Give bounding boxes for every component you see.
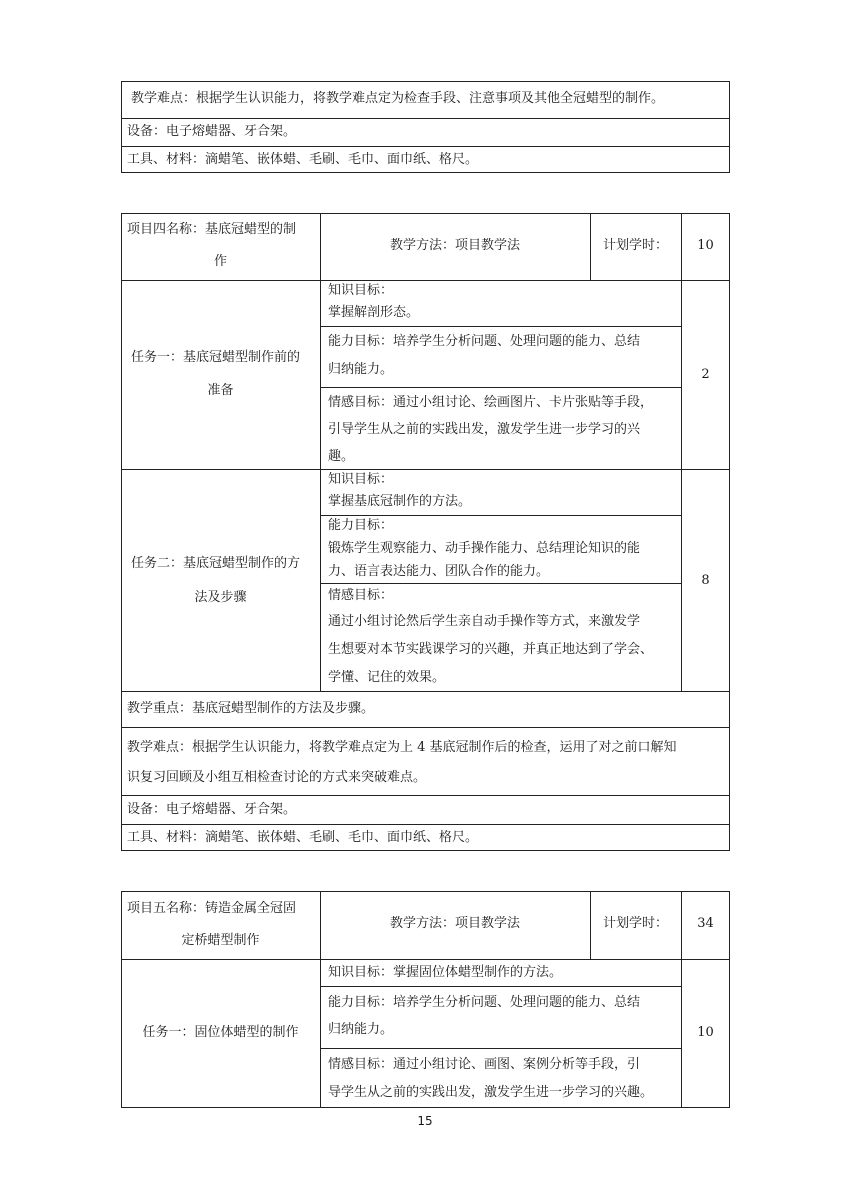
project-4-task-2-emotion-cont: 通过小组讨论然后学生亲自动手操作等方式，来激发学 (328, 614, 641, 629)
project-4-difficulty: 教学难点：根据学生认识能力，将教学难点定为上 4 基底冠制作后的检查，运用了对之前口解知 (127, 740, 677, 755)
project-4-task-1-emotion-cont: 引导学生从之前的实践出发，激发学生进一步学习的兴 (328, 422, 641, 437)
page-number: 15 (417, 1114, 433, 1128)
project-4-task-1-title-cont: 准备 (207, 383, 234, 398)
project-4-method: 教学方法：项目教学法 (389, 238, 520, 253)
project-4-task-2-knowledge: 知识目标： (328, 472, 394, 487)
project-4-difficulty-cont: 识复习回顾及小组互相检查讨论的方式来突破难点。 (127, 770, 427, 785)
project-4-task-1-knowledge: 知识目标： (328, 283, 394, 298)
project-4-task-1-ability: 能力目标：培养学生分析问题、处理问题的能力、总结 (328, 334, 641, 349)
project-5-name-cont: 定桥蜡型制作 (181, 933, 260, 948)
project-4-task-2-title-cont: 法及步骤 (194, 590, 247, 605)
project-4-task-2-ability-cont: 锻炼学生观察能力、动手操作能力、总结理论知识的能 (328, 541, 641, 556)
project-4-task-1-hours: 2 (701, 367, 710, 382)
project-5-task-1-emotion: 情感目标：通过小组讨论、画图、案例分析等手段，引 (328, 1057, 641, 1072)
project-4-task-1-knowledge-text: 掌握解剖形态。 (328, 305, 420, 320)
project-4-equipment: 设备：电子熔蜡器、牙合架。 (127, 802, 297, 817)
project-4-task-2-ability: 能力目标： (328, 518, 394, 533)
equipment: 设备：电子熔蜡器、牙合架。 (127, 124, 297, 139)
project-4-task-1-title: 任务一：基底冠蜡型制作前的 (131, 350, 301, 365)
project-5-task-1-ability: 能力目标：培养学生分析问题、处理问题的能力、总结 (328, 995, 641, 1010)
project-4-task-1-emotion: 情感目标：通过小组讨论、绘画图片、卡片张贴等手段， (328, 395, 654, 410)
project-5-task-1-emotion-cont: 导学生从之前的实践出发，激发学生进一步学习的兴趣。 (328, 1085, 654, 1100)
project-4-hours-label: 计划学时： (602, 238, 668, 253)
project-5-task-1-title: 任务一：固位体蜡型的制作 (142, 1025, 299, 1040)
project-5-task-1-knowledge: 知识目标：掌握固位体蜡型制作的方法。 (328, 965, 563, 980)
project-5-hours-label: 计划学时： (602, 916, 668, 931)
teaching-difficulty: 教学难点：根据学生认识能力，将教学难点定为检查手段、注意事项及其他全冠蜡型的制作。 (131, 91, 665, 106)
project-4-name: 项目四名称：基底冠蜡型的制 (127, 222, 297, 237)
project-5-task-1-hours: 10 (697, 1025, 714, 1040)
project-5-task-1-ability-cont: 归纳能力。 (328, 1022, 394, 1037)
project-4-task-2-knowledge-text: 掌握基底冠制作的方法。 (328, 494, 472, 509)
project-4-task-2-hours: 8 (701, 573, 710, 588)
project-4-hours: 10 (697, 238, 714, 253)
project-5-method: 教学方法：项目教学法 (389, 916, 520, 931)
project-4-task-2-emotion: 情感目标： (328, 588, 394, 603)
project-5-name: 项目五名称：铸造金属全冠固 (127, 901, 297, 916)
project-4-name-cont: 作 (213, 254, 227, 269)
project-4-task-1-ability-cont: 归纳能力。 (328, 362, 394, 377)
project-4-task-2-emotion-cont2: 生想要对本节实践课学习的兴趣，并真正地达到了学会、 (328, 642, 654, 657)
project-5-hours: 34 (697, 916, 714, 931)
project-4-tools: 工具、材料：滴蜡笔、嵌体蜡、毛刷、毛巾、面巾纸、格尺。 (127, 830, 479, 845)
project-4-task-2-emotion-cont3: 学懂、记住的效果。 (328, 670, 446, 685)
project-4-key-point: 教学重点：基底冠蜡型制作的方法及步骤。 (127, 701, 375, 716)
project-4-task-1-emotion-cont2: 趣。 (328, 449, 355, 464)
project-4-task-2-title: 任务二：基底冠蜡型制作的方 (131, 556, 301, 571)
tools-materials: 工具、材料：滴蜡笔、嵌体蜡、毛刷、毛巾、面巾纸、格尺。 (127, 152, 479, 167)
project-4-task-2-ability-cont2: 力、语言表达能力、团队合作的能力。 (328, 564, 550, 579)
